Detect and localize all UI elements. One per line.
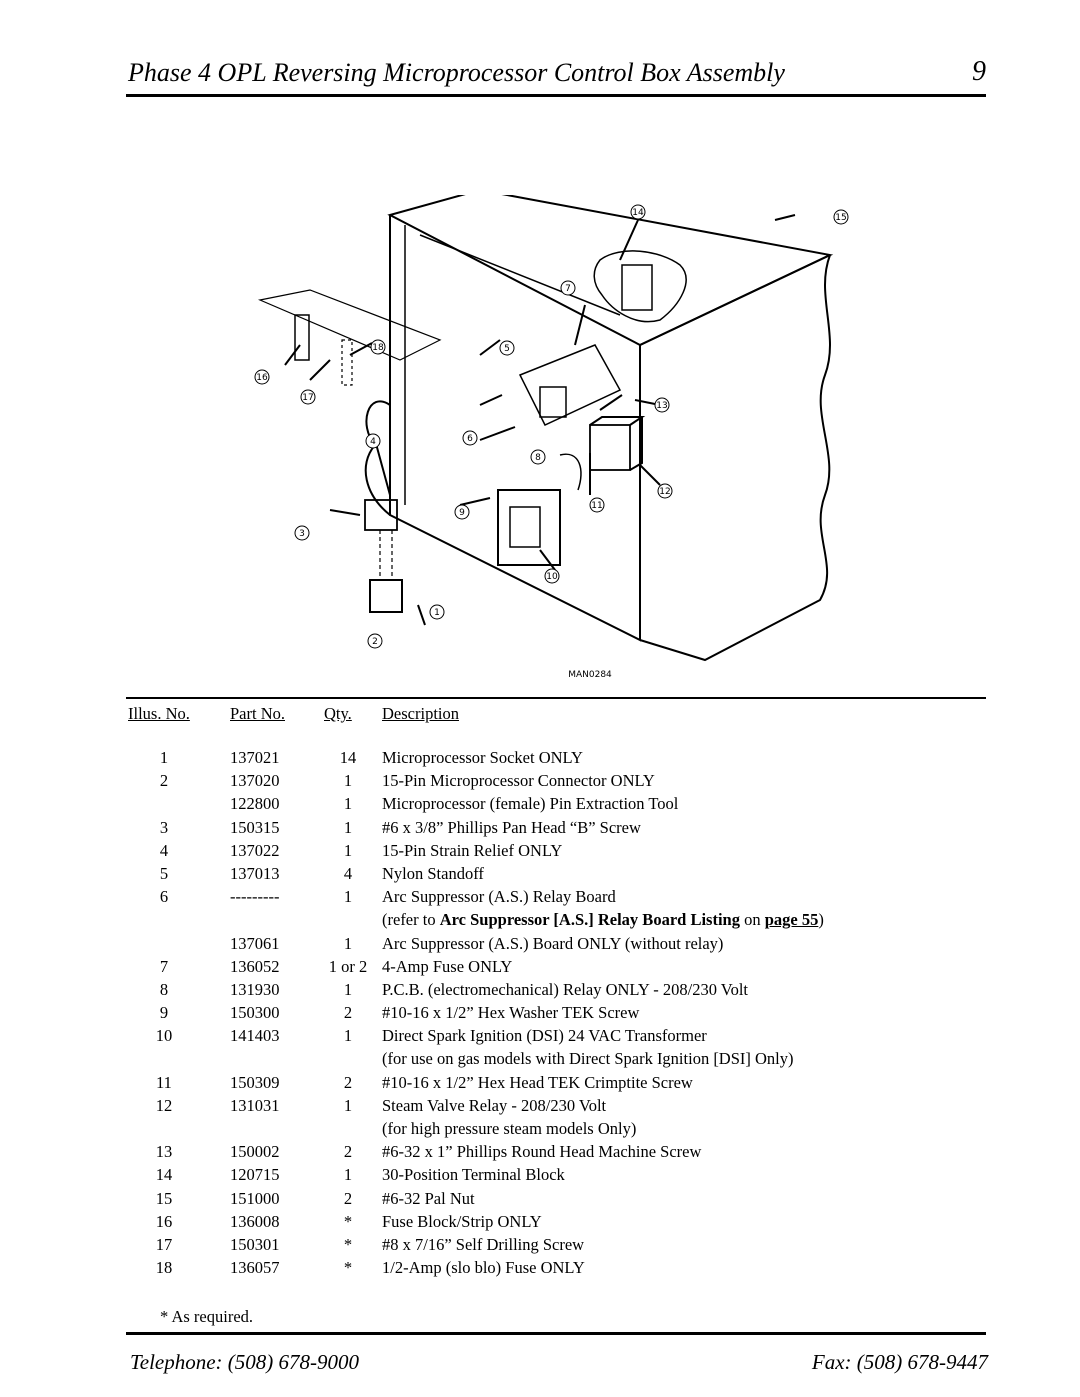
qty-cell: 2 xyxy=(343,1142,353,1162)
callout-10 xyxy=(545,569,559,583)
part-number-cell: --------- xyxy=(230,887,280,907)
callout-15 xyxy=(834,210,848,224)
part-number-cell: 150300 xyxy=(230,1003,280,1023)
description-cell: 1/2-Amp (slo blo) Fuse ONLY xyxy=(382,1258,585,1278)
illus-cell: 11 xyxy=(156,1072,172,1092)
svg-text:12: 12 xyxy=(659,487,671,497)
callout-12 xyxy=(658,484,672,498)
part-number-cell: 137061 xyxy=(230,933,280,953)
illus-cell: 17 xyxy=(155,1234,173,1254)
illus-cell: 12 xyxy=(155,1095,173,1115)
callout-13 xyxy=(655,398,669,412)
illus-cell: 2 xyxy=(159,771,169,791)
part-number-cell: 136008 xyxy=(230,1211,280,1231)
illus-cell: 13 xyxy=(155,1142,173,1162)
part-number-cell: 141403 xyxy=(230,1026,280,1046)
illus-cell: 16 xyxy=(155,1211,173,1231)
page-link[interactable]: page 55 xyxy=(764,910,819,930)
svg-text:17: 17 xyxy=(302,393,314,403)
illus-cell: 5 xyxy=(159,863,169,883)
description-cell: (for high pressure steam models Only) xyxy=(382,1119,637,1138)
callout-8 xyxy=(531,450,545,464)
qty-cell: 2 xyxy=(343,1003,353,1023)
callout-16 xyxy=(255,370,269,384)
callout-4 xyxy=(366,434,380,448)
part-number-cell: 150315 xyxy=(230,817,280,837)
callout-1 xyxy=(430,605,444,619)
illus-cell: 18 xyxy=(155,1258,173,1278)
svg-text:8: 8 xyxy=(535,453,541,463)
part-number-cell: 150002 xyxy=(230,1142,280,1162)
description-cell: Arc Suppressor (A.S.) Board ONLY (without relay) xyxy=(382,933,724,953)
exploded-assembly-diagram xyxy=(240,195,870,695)
svg-text:16: 16 xyxy=(256,373,268,383)
refer-note-bold: Arc Suppressor [A.S.] Relay Board Listing xyxy=(439,910,740,930)
svg-text:15: 15 xyxy=(835,213,847,223)
part-number-cell: 120715 xyxy=(230,1165,280,1185)
qty-cell: 1 xyxy=(343,887,353,907)
callout-6 xyxy=(463,431,477,445)
part-number-cell: 137013 xyxy=(230,863,280,883)
svg-text:1: 1 xyxy=(434,608,440,618)
description-cell: #10-16 x 1/2” Hex Washer TEK Screw xyxy=(382,1003,640,1023)
qty-cell: 4 xyxy=(343,863,353,883)
qty-cell: 1 xyxy=(343,979,353,999)
col-qty-header: Qty. xyxy=(324,704,352,723)
svg-text:6: 6 xyxy=(467,434,473,444)
qty-cell: * xyxy=(343,1211,353,1231)
callout-18 xyxy=(371,340,385,354)
qty-cell: 1 xyxy=(343,1165,353,1185)
part-number-cell: 137021 xyxy=(230,748,280,767)
callout-3 xyxy=(295,526,309,540)
table-rule xyxy=(126,697,986,699)
svg-text:13: 13 xyxy=(656,401,668,411)
svg-text:3: 3 xyxy=(299,529,305,539)
qty-cell: * xyxy=(343,1234,353,1254)
illus-cell: 1 xyxy=(159,748,169,767)
qty-cell: 1 xyxy=(343,933,353,953)
qty-cell: 1 xyxy=(343,771,353,791)
part-number-cell: 136057 xyxy=(230,1258,280,1278)
page-title: Phase 4 OPL Reversing Microprocessor Control Box Assembly xyxy=(128,58,785,87)
illus-cell: 15 xyxy=(155,1188,173,1208)
callout-2 xyxy=(368,634,382,648)
header-rule xyxy=(126,94,986,97)
qty-cell: 1 xyxy=(343,817,353,837)
svg-text:7: 7 xyxy=(565,284,571,294)
drawing-code: MAN0284 xyxy=(568,670,612,680)
illus-cell: 3 xyxy=(159,817,169,837)
illus-cell: 7 xyxy=(159,956,169,976)
footer-fax: Fax: (508) 678-9447 xyxy=(811,1350,988,1374)
description-cell: #10-16 x 1/2” Hex Head TEK Crimptite Screw xyxy=(382,1072,693,1092)
footnote: * As required. xyxy=(160,1307,254,1326)
part-number-cell: 151000 xyxy=(230,1188,280,1208)
svg-text:2: 2 xyxy=(372,637,378,647)
illus-cell: 9 xyxy=(159,1003,169,1023)
page-number: 9 xyxy=(972,56,986,87)
qty-cell: 2 xyxy=(343,1072,353,1092)
col-part-header: Part No. xyxy=(230,704,285,723)
description-cell: #8 x 7/16” Self Drilling Screw xyxy=(382,1234,585,1254)
qty-cell: 1 xyxy=(343,1095,353,1115)
description-cell: Fuse Block/Strip ONLY xyxy=(382,1211,542,1231)
part-number-cell: 150301 xyxy=(230,1234,280,1254)
footer-phone: Telephone: (508) 678-9000 xyxy=(130,1350,360,1374)
description-cell: (for use on gas models with Direct Spark Ignition [DSI] Only) xyxy=(382,1049,794,1069)
svg-text:18: 18 xyxy=(372,343,384,353)
part-number-cell: 131930 xyxy=(230,979,280,999)
callout-9 xyxy=(455,505,469,519)
svg-text:11: 11 xyxy=(591,501,603,511)
callout-11 xyxy=(590,498,604,512)
description-cell: Steam Valve Relay - 208/230 Volt xyxy=(382,1095,607,1115)
svg-text:4: 4 xyxy=(370,437,376,447)
callout-17 xyxy=(301,390,315,404)
svg-text:9: 9 xyxy=(459,508,465,518)
description-cell: 15-Pin Strain Relief ONLY xyxy=(382,840,563,860)
illus-cell: 14 xyxy=(155,1165,173,1185)
part-number-cell: 136052 xyxy=(230,956,280,976)
footer-rule xyxy=(126,1332,986,1335)
description-cell: Microprocessor Socket ONLY xyxy=(382,748,583,767)
qty-cell: 1 xyxy=(343,1026,353,1046)
part-number-cell: 150309 xyxy=(230,1072,280,1092)
qty-cell: 1 xyxy=(343,794,353,814)
callout-5 xyxy=(500,341,514,355)
description-cell: Arc Suppressor (A.S.) Relay Board xyxy=(382,887,616,907)
illus-cell: 8 xyxy=(159,979,169,999)
part-number-cell: 122800 xyxy=(230,794,280,814)
part-number-cell: 137022 xyxy=(230,840,280,860)
svg-text:10: 10 xyxy=(546,572,558,582)
qty-cell: 1 xyxy=(343,840,353,860)
qty-cell: * xyxy=(343,1258,353,1278)
svg-text:14: 14 xyxy=(632,208,644,218)
qty-cell: 2 xyxy=(343,1188,353,1208)
callout-14 xyxy=(631,205,645,219)
refer-note xyxy=(382,910,824,930)
description-cell: 15-Pin Microprocessor Connector ONLY xyxy=(382,771,655,791)
part-number-cell: 131031 xyxy=(230,1095,280,1115)
illus-cell: 6 xyxy=(159,887,169,907)
description-cell: Microprocessor (female) Pin Extraction Tool xyxy=(382,794,679,814)
description-cell: Direct Spark Ignition (DSI) 24 VAC Transformer xyxy=(382,1026,707,1046)
description-cell: P.C.B. (electromechanical) Relay ONLY - 208/230 Volt xyxy=(382,979,749,999)
description-cell: #6 x 3/8” Phillips Pan Head “B” Screw xyxy=(382,817,641,837)
callout-7 xyxy=(561,281,575,295)
description-cell: Nylon Standoff xyxy=(382,863,484,883)
illus-cell: 10 xyxy=(155,1026,173,1046)
col-desc-header: Description xyxy=(382,704,459,723)
description-cell: 30-Position Terminal Block xyxy=(382,1165,565,1185)
illus-cell: 4 xyxy=(159,840,169,860)
col-illus-header: Illus. No. xyxy=(128,704,190,723)
part-number-cell: 137020 xyxy=(230,771,280,791)
description-cell: 4-Amp Fuse ONLY xyxy=(382,956,513,976)
refer-note-prefix: (refer to xyxy=(382,910,440,930)
description-cell: #6-32 Pal Nut xyxy=(382,1188,475,1208)
svg-text:5: 5 xyxy=(504,344,510,354)
description-cell: #6-32 x 1” Phillips Round Head Machine Screw xyxy=(382,1142,702,1162)
qty-cell: 1 or 2 xyxy=(328,956,368,976)
refer-note-suffix: ) xyxy=(818,910,824,930)
qty-cell: 14 xyxy=(339,748,357,767)
refer-note-middle: on xyxy=(739,910,765,930)
